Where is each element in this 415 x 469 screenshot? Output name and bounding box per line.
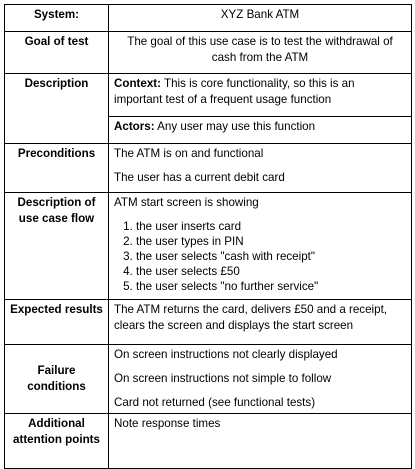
attention-value: Note response times [109, 414, 412, 469]
failure-value [109, 345, 412, 414]
flow-intro: ATM start screen is showing [114, 196, 259, 209]
flow-step: 5. the user selects "no further service" [136, 279, 406, 294]
failure-label: Failure conditions [5, 345, 109, 414]
flow-step: 4. the user selects £50 [136, 264, 406, 279]
flow-steps [114, 219, 406, 294]
expected-value: The ATM returns the card, delivers £50 and a receipt, clears the screen and displays the start screen [109, 300, 412, 345]
precondition-item: The user has a current debit card [114, 171, 285, 184]
expected-label: Expected results [5, 300, 109, 345]
failure-item: On screen instructions not clearly displayed [114, 348, 338, 361]
description-label: Description [5, 74, 109, 144]
expected-row [5, 300, 412, 345]
system-value: XYZ Bank ATM [109, 5, 412, 32]
description-actors [109, 117, 412, 144]
description-context [109, 74, 412, 117]
attention-label: Additional attention points [5, 414, 109, 469]
use-case-table [4, 4, 412, 469]
context-text: This is core functionality, so this is an important test of a frequent usage function [114, 77, 355, 106]
failure-row [5, 345, 412, 414]
preconditions-row [5, 144, 412, 193]
flow-value [109, 193, 412, 300]
actors-label: Actors: [114, 120, 155, 133]
attention-row [5, 414, 412, 469]
system-row [5, 5, 412, 32]
goal-label: Goal of test [5, 32, 109, 74]
flow-label: Description of use case flow [5, 193, 109, 300]
system-label: System: [5, 5, 109, 32]
precondition-item: The ATM is on and functional [114, 147, 264, 160]
failure-item: Card not returned (see functional tests) [114, 396, 316, 409]
failure-item: On screen instructions not simple to follow [114, 372, 332, 385]
goal-row [5, 32, 412, 74]
preconditions-value [109, 144, 412, 193]
goal-value: The goal of this use case is to test the withdrawal of cash from the ATM [109, 32, 412, 74]
flow-step: 3. the user selects "cash with receipt" [136, 249, 406, 264]
flow-step: 1. the user inserts card [136, 219, 406, 234]
context-label: Context: [114, 77, 162, 90]
flow-row [5, 193, 412, 300]
preconditions-label: Preconditions [5, 144, 109, 193]
actors-text: Any user may use this function [154, 120, 316, 133]
flow-step: 2. the user types in PIN [136, 234, 406, 249]
description-context-row [5, 74, 412, 117]
